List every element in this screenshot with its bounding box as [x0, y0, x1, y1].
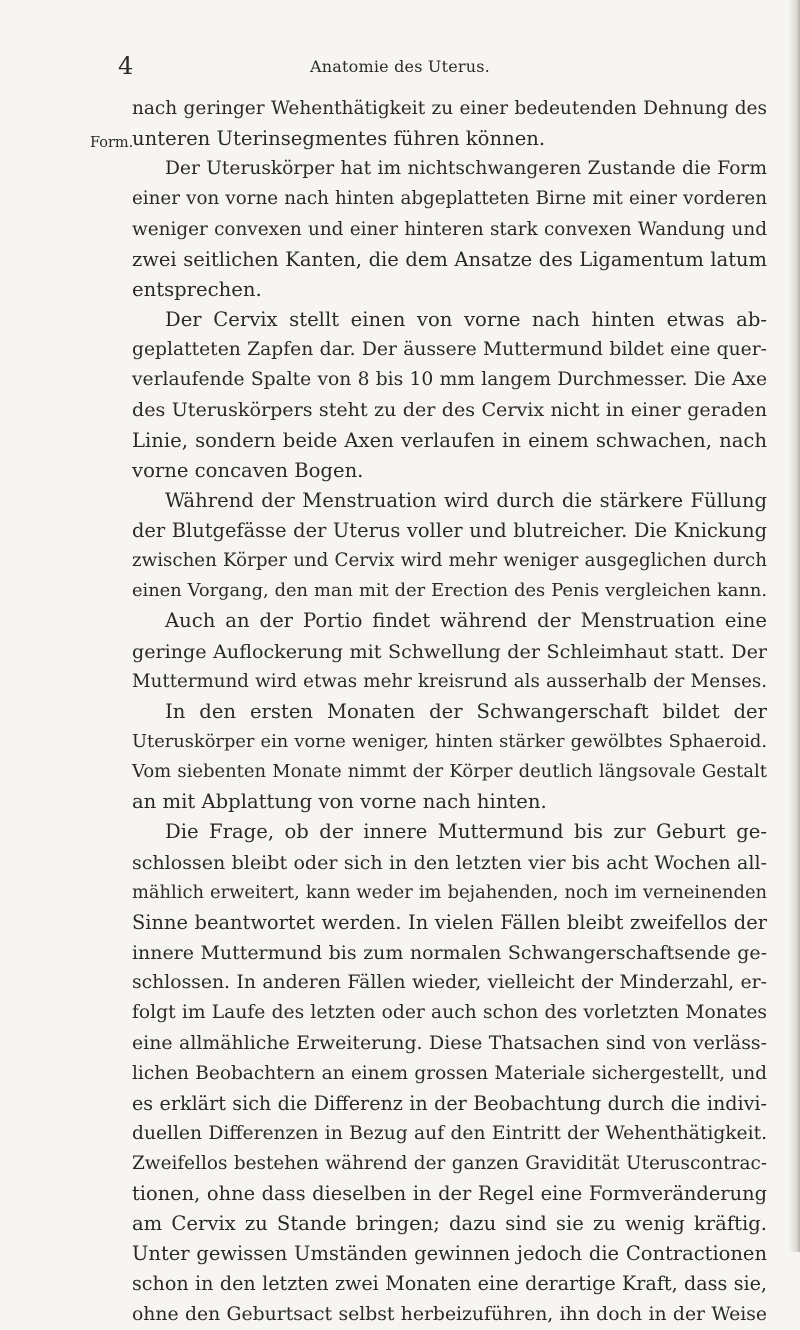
text-line: eine allmähliche Erweiterung. Diese Thatsachen sind von verläss-: [132, 1032, 767, 1055]
text-line: ohne den Geburtsact selbst herbeizuführen, ihn doch in der Weise: [132, 1303, 767, 1325]
margin-note: Form.: [90, 135, 134, 151]
text-line: Uteruskörper ein vorne weniger, hinten stärker gewölbtes Sphaeroid.: [132, 730, 767, 752]
text-line: Während der Menstruation wird durch die stärkere Füllung: [165, 488, 767, 512]
text-line: Vom siebenten Monate nimmt der Körper deutlich längsovale Gestalt: [132, 761, 767, 783]
body-text: [132, 94, 767, 1330]
text-line: geplatteten Zapfen dar. Der äussere Muttermund bildet eine quer-: [132, 339, 767, 361]
text-line: Die Frage, ob der innere Muttermund bis zur Geburt ge-: [165, 820, 767, 844]
text-line: Linie, sondern beide Axen verlaufen in einem schwachen, nach: [132, 428, 767, 452]
text-line: des Uteruskörpers steht zu der des Cervix nicht in einer geraden: [132, 399, 767, 422]
text-line: Der Uteruskörper hat im nichtschwangeren Zustande die Form: [165, 158, 767, 180]
text-line: unteren Uterinsegmentes führen können.: [132, 127, 546, 151]
text-line: Muttermund wird etwas mehr kreisrund als ausserhalb der Menses.: [132, 670, 767, 692]
text-line: folgt im Laufe des letzten oder auch schon des vorletzten Monates: [132, 1002, 767, 1024]
text-line: schlossen. In anderen Fällen wieder, vielleicht der Minderzahl, er-: [132, 972, 767, 994]
text-line: innere Muttermund bis zum normalen Schwangerschaftsende ge-: [132, 941, 767, 964]
text-line: zwei seitlichen Kanten, die dem Ansatze des Ligamentum latum: [132, 247, 767, 271]
text-line: am Cervix zu Stande bringen; dazu sind sie zu wenig kräftig.: [132, 1212, 767, 1236]
text-line: an mit Abplattung von vorne nach hinten.: [132, 790, 547, 814]
text-line: Zweifellos bestehen während der ganzen Gravidität Uteruscontrac-: [132, 1152, 767, 1174]
text-line: weniger convexen und einer hinteren stark convexen Wandung und: [132, 218, 767, 240]
text-line: einen Vorgang, den man mit der Erection des Penis vergleichen kann.: [132, 580, 767, 602]
text-line: schlossen bleibt oder sich in den letzten vier bis acht Wochen all-: [132, 851, 767, 874]
text-line: tionen, ohne dass dieselben in der Regel eine Formveränderung: [132, 1182, 767, 1206]
text-line: es erklärt sich die Differenz in der Beobachtung durch die indivi-: [132, 1091, 767, 1115]
page-header: [0, 52, 800, 82]
text-line: entsprechen.: [132, 277, 262, 301]
text-line: In den ersten Monaten der Schwangerschaft bildet der: [165, 699, 767, 723]
text-line: lichen Beobachtern an einem grossen Materiale sichergestellt, und: [132, 1062, 767, 1084]
text-line: zwischen Körper und Cervix wird mehr weniger ausgeglichen durch: [132, 550, 767, 572]
text-line: mählich erweitert, kann weder im bejahenden, noch im verneinenden: [132, 881, 767, 903]
text-line: Der Cervix stellt einen von vorne nach hinten etwas ab-: [165, 307, 767, 331]
text-line: geringe Auflockerung mit Schwellung der Schleimhaut statt. Der: [132, 639, 767, 663]
running-title: Anatomie des Uterus.: [310, 57, 490, 76]
text-line: vorne concaven Bogen.: [132, 458, 364, 482]
text-line: der Blutgefässe der Uterus voller und blutreicher. Die Knickung: [132, 518, 767, 542]
text-line: schon in den letzten zwei Monaten eine derartige Kraft, dass sie,: [132, 1272, 767, 1296]
text-line: Sinne beantwortet werden. In vielen Fällen bleibt zweifellos der: [132, 910, 767, 934]
text-line: einer von vorne nach hinten abgeplatteten Birne mit einer vorderen: [132, 188, 767, 210]
text-line: duellen Differenzen in Bezug auf den Eintritt der Wehenthätigkeit.: [132, 1122, 767, 1144]
text-line: nach geringer Wehenthätigkeit zu einer bedeutenden Dehnung des: [132, 98, 767, 119]
text-line: Auch an der Portio findet während der Menstruation eine: [165, 609, 767, 633]
page-number: 4: [118, 52, 134, 80]
text-line: Unter gewissen Umständen gewinnen jedoch die Contractionen: [132, 1242, 767, 1266]
page-edge-shadow: [788, 0, 800, 1252]
text-line: verlaufende Spalte von 8 bis 10 mm langem Durchmesser. Die Axe: [132, 369, 767, 391]
